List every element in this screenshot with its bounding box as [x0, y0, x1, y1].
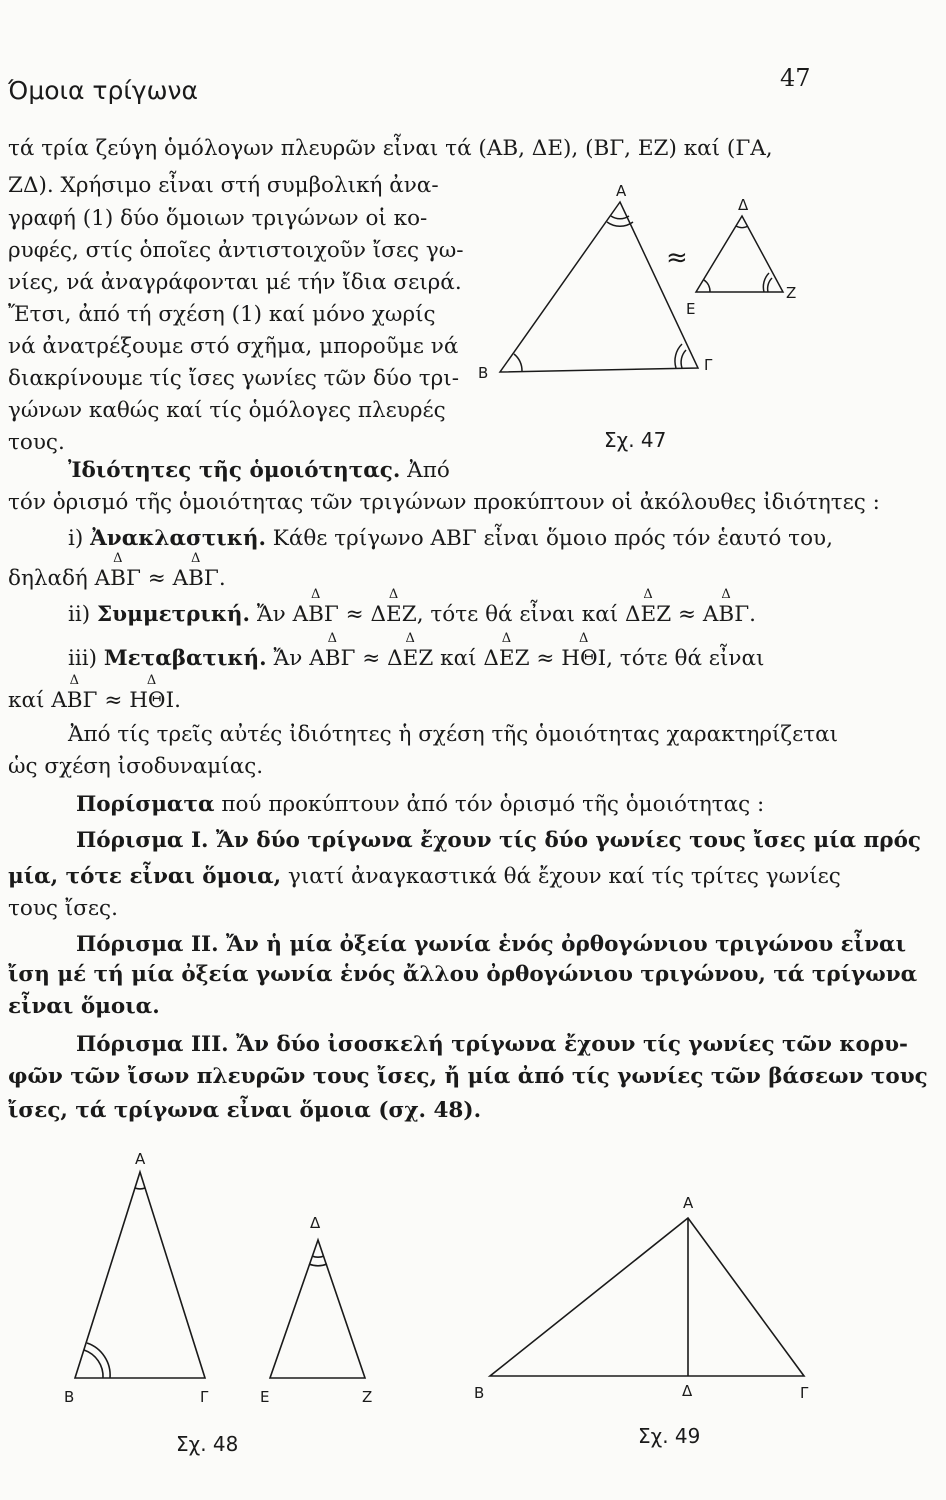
property-symmetric-if: Ἄν	[250, 602, 293, 627]
fig47-angle-arc-b	[514, 354, 522, 371]
fig48-angle-arc-a	[135, 1188, 145, 1189]
triangle-name: ΔΕΖ	[370, 602, 417, 627]
similarity-sign: ≈	[345, 602, 364, 627]
text-line-11	[68, 460, 450, 482]
figure-47-caption: Σχ. 47	[604, 428, 667, 452]
triangle-abg	[51, 673, 98, 713]
similarity-sign: ≈	[536, 646, 555, 671]
fig47-angle-arc-z	[768, 278, 772, 292]
fig47-label-z: Ζ	[786, 284, 797, 302]
text-line-18: Ἀπό τίς τρεῖς αὐτές ἰδιότητες ἡ σχέση τῆς ὁμοιότητας χαρακτηρίζεται	[68, 722, 839, 747]
corollary-1-line-2	[8, 866, 841, 888]
property-transitive-if: Ἄν	[266, 646, 310, 671]
text-line-10: τους.	[8, 430, 65, 455]
property-reflexive-num: i)	[68, 526, 91, 551]
fig49-label-d: Δ	[682, 1382, 693, 1400]
text-line-11-rest: Ἀπό	[400, 458, 450, 483]
corollaries-intro	[76, 794, 764, 816]
property-symmetric	[68, 587, 756, 627]
triangle-name: ΑΒΓ	[94, 566, 141, 591]
triangle-dez	[483, 631, 530, 671]
property-transitive-and: καί	[433, 646, 484, 671]
property-transitive-formula	[8, 673, 181, 713]
triangle-mark: Δ	[579, 631, 589, 646]
fig49-label-g: Γ	[800, 1384, 809, 1402]
fig48-label-d: Δ	[310, 1214, 321, 1232]
text-line-9: γώνων καθώς καί τίς ὁμόλογες πλευρές	[8, 398, 446, 423]
property-symmetric-title: Συμμετρική.	[96, 602, 251, 627]
text-line-19: ὡς σχέση ἰσοδυναμίας.	[8, 754, 264, 779]
property-symmetric-then: , τότε θά εἶναι καί	[416, 602, 626, 627]
corollary-3-line-1: Πόρισμα ΙΙΙ. Ἄν δύο ἰσοσκελή τρίγωνα ἔχουν τίς γωνίες τῶν κορυ-	[76, 1032, 908, 1057]
text-line-12: τόν ὁρισμό τῆς ὁμοιότητας τῶν τριγώνων προκύπτουν οἱ ἀκόλουθες ἰδιότητες :	[8, 490, 880, 515]
triangle-name: ΗΘΙ	[561, 646, 607, 671]
triangle-abg	[292, 587, 339, 627]
fig49-triangle-abg	[490, 1218, 804, 1376]
triangle-mark: Δ	[311, 587, 321, 602]
triangle-mark: Δ	[405, 631, 415, 646]
triangle-abg	[309, 631, 356, 671]
text-line-1: τά τρία ζεύγη ὁμόλογων πλευρῶν εἶναι τά (ΑΒ, ΔΕ), (ΒΓ, ΕΖ) καί (ΓΑ,	[8, 136, 773, 161]
property-transitive	[68, 631, 765, 671]
property-transitive-then: , τότε θά εἶναι	[606, 646, 765, 671]
fig47-label-g: Γ	[704, 356, 713, 374]
triangle-mark: Δ	[721, 587, 731, 602]
corollaries-heading: Πορίσματα	[76, 792, 215, 817]
fig47-label-e: Ε	[686, 300, 696, 318]
corollary-2-line-2: ἴση μέ τή μία ὀξεία γωνία ἑνός ἄλλου ὀρθογώνιου τριγώνου, τά τρίγωνα	[8, 962, 918, 987]
triangle-name: ΔΕΖ	[387, 646, 434, 671]
formula-period: .	[749, 602, 756, 627]
fig47-label-a: Α	[616, 182, 627, 200]
corollaries-intro-text: πού προκύπτουν ἀπό τόν ὁρισμό τῆς ὁμοιότητας :	[214, 792, 765, 817]
property-reflexive-formula	[8, 551, 226, 591]
fig48-angle-arc-d2	[309, 1264, 327, 1266]
fig47-angle-arc-d	[736, 226, 748, 228]
property-transitive-num: iii)	[68, 646, 104, 671]
triangle-mark: Δ	[388, 587, 399, 602]
triangle-name: ΑΒΓ	[292, 602, 339, 627]
triangle-name: ΔΕΖ	[625, 602, 672, 627]
fig47-label-b: Β	[478, 364, 489, 382]
fig48-angle-arc-d	[312, 1256, 324, 1257]
triangle-mark: Δ	[501, 631, 512, 646]
triangle-dez	[370, 587, 417, 627]
triangle-mark: Δ	[191, 551, 201, 566]
triangle-mark: Δ	[146, 673, 157, 688]
corollary-3-line-2: φῶν τῶν ἴσων πλευρῶν τους ἴσες, ἤ μία ἀπό τίς γωνίες τῶν βάσεων τους	[8, 1064, 928, 1089]
triangle-name: ΑΒΓ	[172, 566, 219, 591]
text-line-5: νίες, νά ἀναγράφονται μέ τήν ἴδια σειρά.	[8, 270, 462, 295]
fig48-angle-arc-b	[84, 1350, 103, 1378]
property-reflexive-title: Ἀνακλαστική.	[90, 526, 266, 551]
triangle-abg	[702, 587, 750, 627]
fig47-triangle-abg	[500, 202, 698, 372]
triangle-name: ΑΒΓ	[51, 688, 98, 713]
triangle-htheta	[561, 631, 607, 671]
fig48-label-e: Ε	[260, 1388, 270, 1406]
triangle-mark: Δ	[327, 631, 338, 646]
triangle-dez	[387, 631, 434, 671]
fig49-label-b: Β	[474, 1384, 485, 1402]
figure-48	[50, 1140, 390, 1420]
triangle-mark: Δ	[643, 587, 653, 602]
formula-period: .	[218, 566, 226, 591]
corollary-1-emphasis: μία, τότε εἶναι ὅμοια,	[8, 864, 282, 889]
similarity-sign: ≈	[104, 688, 123, 713]
figure-49	[466, 1186, 826, 1416]
figure-47	[470, 180, 810, 420]
text-line-6: Ἔτσι, ἀπό τή σχέση (1) καί μόνο χωρίς	[8, 302, 436, 327]
triangle-name: ΗΘΙ	[129, 688, 175, 713]
text-line-8: διακρίνουμε τίς ἴσες γωνίες τῶν δύο τρι-	[8, 366, 459, 391]
fig48-label-g: Γ	[200, 1388, 209, 1406]
fig47-similarity-sign: ≈	[666, 243, 688, 273]
similarity-sign: ≈	[147, 566, 166, 591]
fig48-label-b: Β	[64, 1388, 75, 1406]
text-line-3: γραφή (1) δύο ὅμοιων τριγώνων οἱ κο-	[8, 206, 428, 231]
fig47-angle-arc-g	[681, 350, 686, 368]
fig48-triangle-dez	[270, 1240, 365, 1378]
fig48-label-z: Ζ	[362, 1388, 373, 1406]
property-reflexive	[68, 528, 833, 550]
text-line-7: νά ἀνατρέξουμε στό σχῆμα, μποροῦμε νά	[8, 334, 459, 359]
fig47-angle-arc-e	[704, 280, 710, 292]
triangle-dez	[625, 587, 672, 627]
text-line-4: ρυφές, στίς ὁποῖες ἀντιστοιχοῦν ἴσες γω-	[8, 238, 464, 263]
properties-heading: Ἰδιότητες τῆς ὁμοιότητας.	[68, 458, 401, 483]
triangle-name: ΔΕΖ	[483, 646, 530, 671]
property-transitive-title: Μεταβατική.	[103, 646, 267, 671]
triangle-abg	[94, 551, 141, 591]
triangle-mark: Δ	[113, 551, 123, 566]
fig49-label-a: Α	[683, 1194, 694, 1212]
triangle-name: ΑΒΓ	[702, 602, 750, 627]
corollary-3-line-3: ἴσες, τά τρίγωνα εἶναι ὅμοια (σχ. 48).	[8, 1098, 482, 1123]
formula-period: .	[174, 688, 181, 713]
figure-49-caption: Σχ. 49	[638, 1424, 701, 1448]
text-line-2: ΖΔ). Χρήσιμο εἶναι στή συμβολική ἀνα-	[8, 173, 439, 198]
property-symmetric-num: ii)	[68, 602, 97, 627]
corollary-2-line-1: Πόρισμα ΙΙ. Ἄν ἡ μία ὀξεία γωνία ἑνός ὀρθογώνιου τριγώνου εἶναι	[76, 932, 906, 957]
corollary-2-line-3: εἶναι ὅμοια.	[8, 994, 160, 1019]
corollary-1-line-3: τους ἴσες.	[8, 896, 118, 921]
formula-prefix: δηλαδή	[8, 566, 95, 591]
formula-prefix: καί	[8, 688, 52, 713]
figure-48-caption: Σχ. 48	[176, 1432, 239, 1456]
running-header-title: Όμοια τρίγωνα	[8, 76, 198, 105]
triangle-abg	[172, 551, 219, 591]
triangle-htheta	[129, 673, 175, 713]
property-reflexive-text: Κάθε τρίγωνο ΑΒΓ εἶναι ὅμοιο πρός τόν ἑαυτό του,	[265, 526, 833, 551]
triangle-name: ΑΒΓ	[309, 646, 356, 671]
corollary-1-explanation: γιατί ἀναγκαστικά θά ἔχουν καί τίς τρίτες γωνίες	[281, 864, 841, 889]
fig48-label-a: Α	[135, 1150, 146, 1168]
similarity-sign: ≈	[678, 602, 697, 627]
triangle-mark: Δ	[69, 673, 80, 688]
corollary-1-line-1: Πόρισμα Ι. Ἄν δύο τρίγωνα ἔχουν τίς δύο γωνίες τους ἴσες μία πρός	[76, 828, 922, 853]
similarity-sign: ≈	[362, 646, 381, 671]
page-number: 47	[780, 64, 811, 92]
fig47-label-d: Δ	[738, 196, 749, 214]
